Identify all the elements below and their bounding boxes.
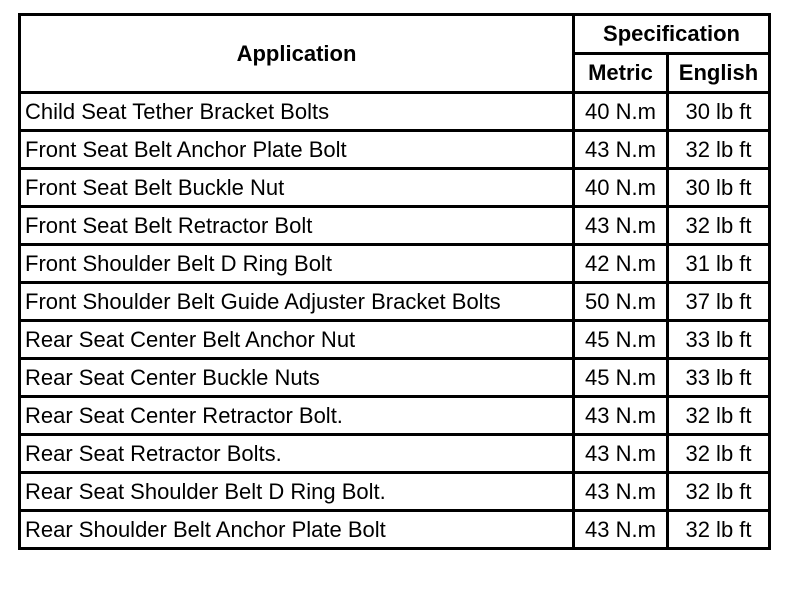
table-row [20,169,770,207]
table-header [20,15,770,93]
table-row [20,435,770,473]
metric-cell: 45 N.m [574,321,668,359]
table-row [20,93,770,131]
english-cell: 32 lb ft [668,511,770,549]
english-cell: 33 lb ft [668,359,770,397]
english-cell: 32 lb ft [668,435,770,473]
table-row [20,207,770,245]
table-row [20,245,770,283]
application-cell: Rear Seat Retractor Bolts. [20,435,574,473]
table-row [20,359,770,397]
header-row-1 [20,15,770,54]
metric-cell: 40 N.m [574,169,668,207]
english-cell: 32 lb ft [668,131,770,169]
table-row [20,283,770,321]
metric-cell: 43 N.m [574,435,668,473]
application-cell: Rear Seat Shoulder Belt D Ring Bolt. [20,473,574,511]
application-cell: Front Shoulder Belt D Ring Bolt [20,245,574,283]
header-english: English [668,54,770,93]
application-cell: Front Seat Belt Anchor Plate Bolt [20,131,574,169]
metric-cell: 40 N.m [574,93,668,131]
table-row [20,321,770,359]
english-cell: 32 lb ft [668,473,770,511]
metric-cell: 43 N.m [574,397,668,435]
english-cell: 33 lb ft [668,321,770,359]
table-row [20,397,770,435]
metric-cell: 43 N.m [574,473,668,511]
application-cell: Rear Shoulder Belt Anchor Plate Bolt [20,511,574,549]
header-metric: Metric [574,54,668,93]
metric-cell: 50 N.m [574,283,668,321]
metric-cell: 45 N.m [574,359,668,397]
metric-cell: 42 N.m [574,245,668,283]
table-row [20,473,770,511]
english-cell: 30 lb ft [668,93,770,131]
application-cell: Rear Seat Center Retractor Bolt. [20,397,574,435]
header-specification: Specification [574,15,770,54]
metric-cell: 43 N.m [574,511,668,549]
table-body [20,93,770,549]
english-cell: 37 lb ft [668,283,770,321]
metric-cell: 43 N.m [574,207,668,245]
english-cell: 30 lb ft [668,169,770,207]
table-row [20,511,770,549]
application-cell: Rear Seat Center Buckle Nuts [20,359,574,397]
english-cell: 31 lb ft [668,245,770,283]
application-cell: Front Shoulder Belt Guide Adjuster Bracket Bolts [20,283,574,321]
table-row [20,131,770,169]
application-cell: Front Seat Belt Retractor Bolt [20,207,574,245]
application-cell: Rear Seat Center Belt Anchor Nut [20,321,574,359]
application-cell: Child Seat Tether Bracket Bolts [20,93,574,131]
metric-cell: 43 N.m [574,131,668,169]
english-cell: 32 lb ft [668,397,770,435]
application-cell: Front Seat Belt Buckle Nut [20,169,574,207]
english-cell: 32 lb ft [668,207,770,245]
spec-table [18,13,771,550]
header-application: Application [20,15,574,93]
